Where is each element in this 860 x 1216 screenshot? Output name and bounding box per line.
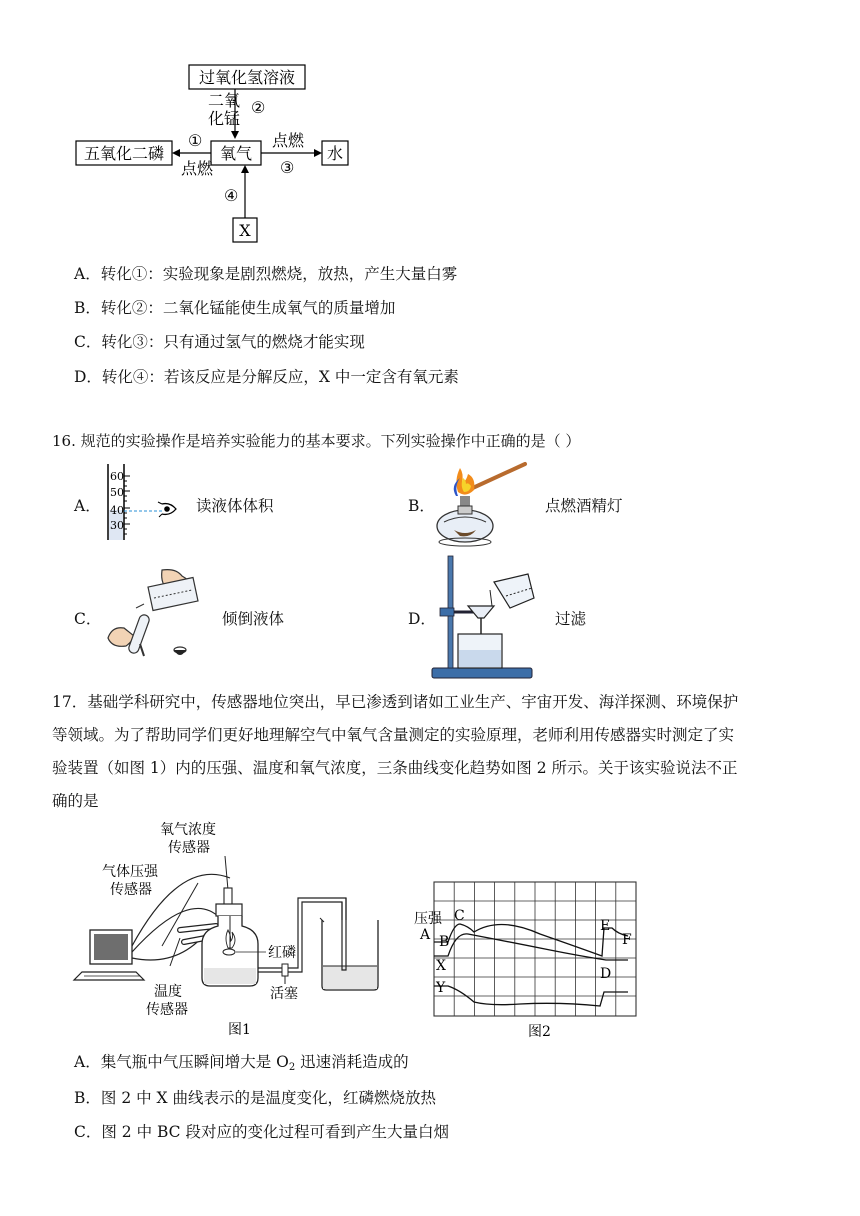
q17-option-a-subscript: 2 — [288, 1062, 296, 1073]
pressure-sensor-label-1: 气体压强 — [102, 864, 158, 880]
q15-option-c[interactable]: C．转化③：只有通过氢气的燃烧才能实现 — [74, 333, 365, 351]
computer-icon — [74, 930, 144, 980]
q17-option-c[interactable]: C．图 2 中 BC 段对应的变化过程可看到产生大量白烟 — [74, 1123, 449, 1141]
arrow-1-head — [172, 149, 180, 157]
q16-option-c-caption: 倾倒液体 — [222, 610, 285, 628]
tick-60: 60 — [110, 470, 124, 483]
point-e: E — [600, 918, 611, 934]
box-hydrogen-peroxide-text: 过氧化氢溶液 — [198, 68, 296, 87]
catalyst-label-line2: 化锰 — [208, 109, 241, 128]
tick-40: 40 — [110, 504, 124, 517]
q16-option-b-caption: 点燃酒精灯 — [545, 497, 623, 515]
q16-option-b-letter[interactable]: B． — [408, 497, 435, 515]
figure2-caption: 图2 — [528, 1024, 551, 1040]
q16-option-d-caption: 过滤 — [555, 610, 587, 628]
box-x-text: X — [239, 221, 251, 240]
figure1-apparatus — [70, 818, 400, 1043]
q16-option-d-letter[interactable]: D． — [408, 610, 436, 628]
q17-option-a[interactable] — [74, 1050, 409, 1073]
alcohol-lamp-image — [430, 456, 530, 548]
num-2: ② — [251, 98, 266, 117]
q16-stem: 16. 规范的实验操作是培养实验能力的基本要求。下列实验操作中正确的是（ ） — [52, 432, 581, 450]
pressure-curve — [434, 924, 628, 956]
arrow-4-head — [241, 165, 249, 173]
point-b: B — [439, 934, 450, 950]
num-3: ③ — [280, 158, 295, 177]
tick-50: 50 — [110, 486, 124, 499]
catalyst-label-line1: 二氧 — [208, 91, 241, 110]
q16-option-c-letter[interactable]: C． — [74, 610, 102, 628]
ignite-label-left: 点燃 — [181, 159, 214, 178]
q17-option-a-text: A．集气瓶中气压瞬间增大是 O — [74, 1053, 289, 1071]
box-oxygen-text: 氧气 — [219, 144, 253, 163]
q16-option-a-letter[interactable]: A． — [74, 497, 101, 515]
q15-option-a[interactable]: A．转化①：实验现象是剧烈燃烧，放热，产生大量白雾 — [74, 265, 458, 283]
arrow-3-head — [314, 149, 322, 157]
figure2-curves — [410, 876, 650, 1041]
stopcock-label: 活塞 — [270, 986, 298, 1002]
point-f: F — [622, 932, 632, 948]
grid — [434, 882, 636, 1016]
q15-option-b[interactable]: B．转化②：二氧化锰能使生成氧气的质量增加 — [74, 299, 396, 317]
q16-option-a-caption: 读液体体积 — [196, 497, 274, 515]
q17-stem-line4: 确的是 — [52, 792, 99, 810]
q17-stem-line2: 等领域。为了帮助同学们更好地理解空气中氧气含量测定的实验原理，老师利用传感器实时测定了实 — [52, 726, 735, 744]
eye-icon — [158, 502, 176, 517]
filtration-apparatus-image — [430, 552, 540, 680]
point-c: C — [454, 908, 465, 924]
pressure-axis-label: 压强 — [414, 911, 442, 927]
temp-sensor-label-1: 温度 — [154, 984, 182, 1000]
temp-sensor-label-2: 传感器 — [146, 1002, 188, 1018]
q17-option-a-tail: 迅速消耗造成的 — [295, 1053, 409, 1071]
temperature-curve — [434, 934, 628, 960]
red-phosphorus-label: 红磷 — [268, 945, 296, 961]
q15-option-d[interactable]: D．转化④：若该反应是分解反应，X 中一定含有氧元素 — [74, 368, 459, 386]
oxygen-sensor-label-1: 氧气浓度 — [160, 822, 216, 838]
figure1-caption: 图1 — [228, 1022, 251, 1038]
q17-option-b[interactable]: B．图 2 中 X 曲线表示的是温度变化，红磷燃烧放热 — [74, 1089, 436, 1107]
pressure-sensor-label-2: 传感器 — [110, 882, 152, 898]
point-y: Y — [436, 980, 446, 996]
conversion-diagram — [60, 55, 380, 250]
box-p2o5-text: 五氧化二磷 — [83, 144, 165, 163]
pouring-liquid-image — [100, 566, 210, 664]
arrow-2-head — [231, 131, 239, 139]
point-x: X — [436, 958, 446, 974]
box-water-text: 水 — [326, 144, 344, 163]
oxygen-sensor-label-2: 传感器 — [168, 840, 210, 856]
q17-stem-line1: 17．基础学科研究中，传感器地位突出，早已渗透到诸如工业生产、宇宙开发、海洋探测、环境保护 — [52, 693, 739, 711]
point-d: D — [600, 966, 612, 982]
tick-30: 30 — [110, 519, 124, 532]
point-a: A — [420, 927, 431, 943]
num-1: ① — [188, 131, 203, 150]
ignite-label-right: 点燃 — [272, 131, 305, 150]
q17-stem-line3: 验装置（如图 1）内的压强、温度和氧气浓度，三条曲线变化趋势如图 2 所示。关于该实验说法不正 — [52, 759, 738, 777]
graduated-cylinder-image — [100, 462, 190, 544]
num-4: ④ — [224, 186, 239, 205]
